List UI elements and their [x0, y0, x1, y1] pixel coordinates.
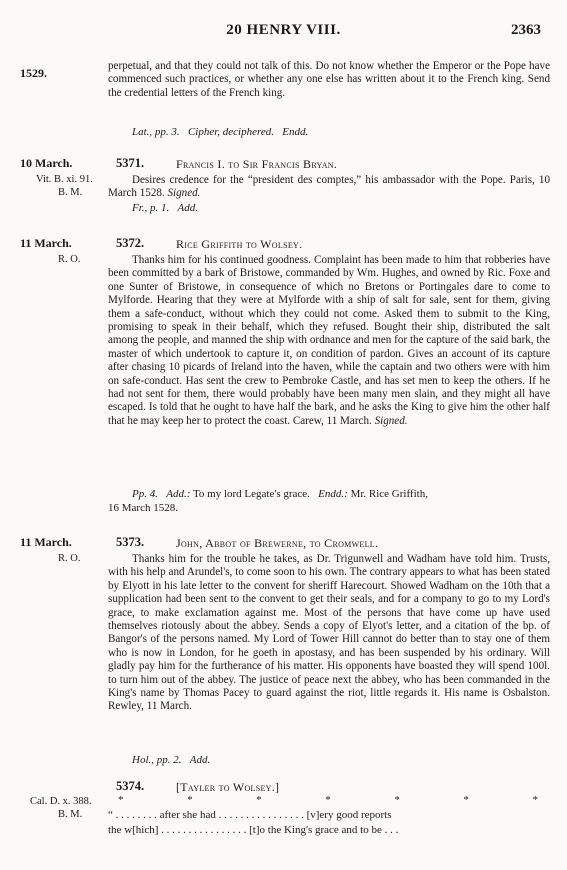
- fragment-line: the w[hich] . . . . . . . . . . . . . . . . [t]o the King's grace and to be . . .: [108, 824, 399, 836]
- archive-location: B. M.: [58, 187, 83, 198]
- entry-footnote: Hol., pp. 2. Add.: [132, 754, 211, 766]
- entry-heading: Francis I. to Sir Francis Bryan.: [176, 157, 338, 171]
- carryover-footnote: Lat., pp. 3. Cipher, deciphered. Endd.: [132, 126, 309, 138]
- carryover-text: perpetual, and that they could not talk of this. Do not know whether the Emperor or the Pope have commenced such practices, or whether any one else has written about it to the French king. Send the credential letters of the French king.: [108, 60, 550, 99]
- entry-date: 11 March.: [20, 535, 72, 549]
- running-title: 20 HENRY VIII.: [226, 22, 341, 38]
- entry-text: Desires credence for the “president des comptes,” his ambassador with the Pope. Paris, 10 March 1528. Signed.: [108, 174, 550, 200]
- archive-location: B. M.: [58, 809, 83, 820]
- fragment-line: “ . . . . . . . . after she had . . . . . . . . . . . . . . . . [v]ery good reports: [108, 809, 392, 821]
- entry-footnote-continued: 16 March 1528.: [108, 502, 178, 514]
- entry-heading: Rice Griffith to Wolsey.: [176, 237, 303, 251]
- entry-number: 5372.: [116, 236, 145, 250]
- entry-number: 5373.: [116, 535, 145, 549]
- entry-footnote: Pp. 4. Add.: To my lord Legate's grace. Endd.: Mr. Rice Griffith,: [132, 488, 428, 500]
- archive-reference: Cal. D. x. 388.: [30, 796, 92, 807]
- entry-heading: John, Abbot of Brewerne, to Cromwell.: [176, 536, 379, 550]
- entry-text: Thanks him for the trouble he takes, as Dr. Trigunwell and Wadham have told him. Trusts, with his help and Arundel's, to come soon to his own. The contrary appears to what has been stated by Elyott in his late letter to the convent for sheriff Harecourt. Showed Wadham on the 10th that a supplication had been sent to the convent to get their seals, and for a company to go to my Lord's grace, to make exclamation against me. Most of the persons that have come up have used themselves riotously about the abbey. Sends a copy of Elyot's letter, and a citation of the bp. of Bangor's of the persons named. My Lord of Tower Hill cannot do better than to stay one of them who is now in London, for he goeth in apostasy, and has been suspended by his ordinary. Will gladly pay him for the furtherance of his matter. His opponents have boasted they will spend 100l. to turn him out of the abbey. The justice of peace next the abbey, who has been commanded in the King's name by Thomas Pacey to guard against the riot, little regards it. His name is Osbalston. Rewley, 11 March.: [108, 553, 550, 713]
- entry-number: 5371.: [116, 156, 145, 170]
- archive-reference: R. O.: [58, 254, 81, 265]
- entry-date: 11 March.: [20, 236, 72, 250]
- year-label: 1529.: [20, 66, 47, 80]
- archive-reference: R. O.: [58, 553, 81, 564]
- entry-footnote: Fr., p. 1. Add.: [132, 202, 199, 214]
- running-header: [0, 22, 567, 42]
- ellipsis-stars: * * * * * * *: [118, 794, 538, 806]
- entry-heading: [Tayler to Wolsey.]: [176, 780, 280, 794]
- entry-number: 5374.: [116, 779, 145, 793]
- page-number: 2363: [511, 22, 541, 38]
- entry-text: Thanks him for his continued goodness. Complaint has been made to him that robberies have been committed by a bark of Bristowe, commanded by Wm. Hughes, and owned by Ric. Foxe and one Sunter of Bristowe, in consequence of which no Bretons or Portingales dare to come to Mylforde. Hearing that they were at Mylforde with a ship of salt for sale, sent for them, giving them a safe-conduct, without which they could not come. Asked them to submit to the King, promising to speak in their behalf, which they refused. Bought their ship, distributed the salt among the people, and manned the ship with ordnance and men for the capture of the said bark, the master of which undertook to capture it, on condition of pardon. Gives an account of its capture after chasing 10 picards of Ireland into the haven, while the captain and two others were with him on safe-conduct. Has sent the crew to Pembroke Castle, and has set men to keep the others. If he had not sent for them, there would probably have been many men slain, and they might all have escaped. Is told that he ought to have half the bark, and he asks the King to give him the other half that he may keep her to protect the coast. Carew, 11 March. Signed.: [108, 254, 550, 427]
- archive-reference: Vit. B. xi. 91.: [36, 174, 93, 185]
- entry-date: 10 March.: [20, 156, 73, 170]
